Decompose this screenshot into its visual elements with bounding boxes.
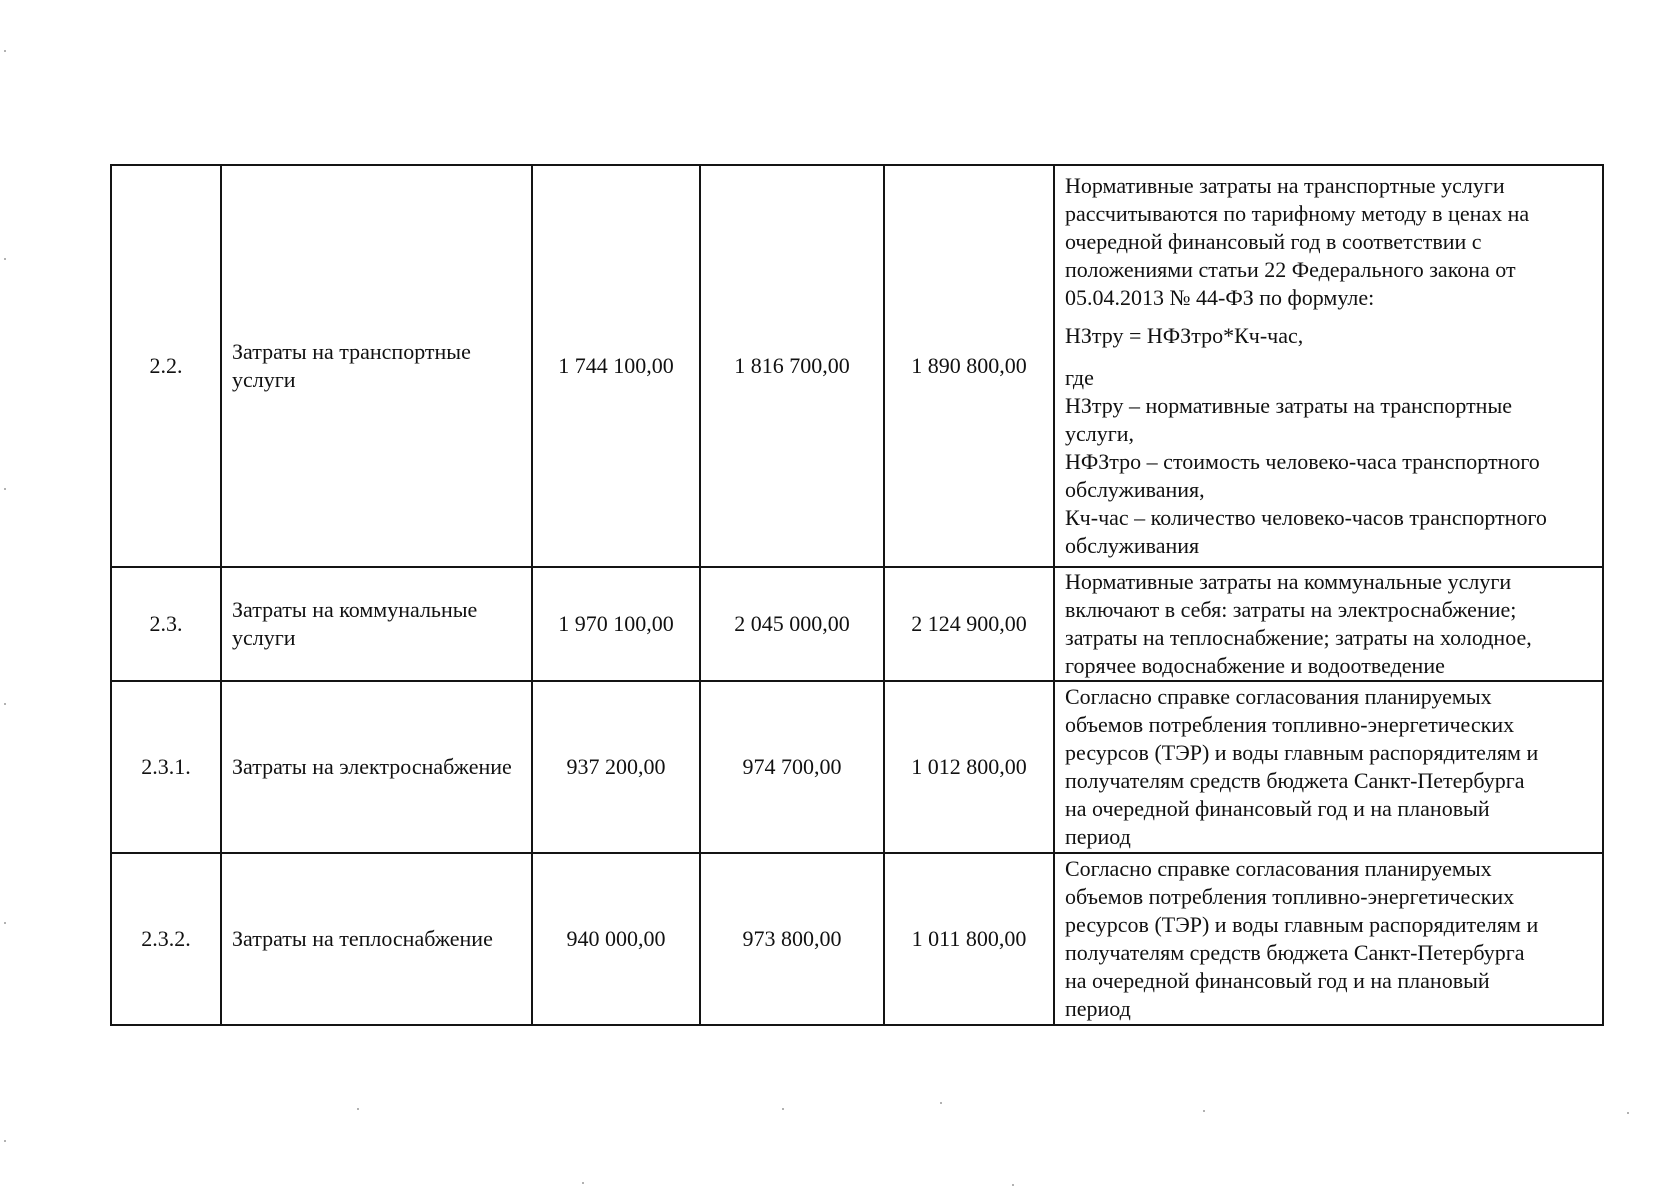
scan-speck xyxy=(1627,1112,1629,1114)
desc-line: Нормативные затраты на транспортные услуги xyxy=(1065,173,1505,198)
calculation-description xyxy=(1054,567,1603,681)
cost-item-name: Затраты на транспортные услуги xyxy=(221,165,532,567)
scan-speck xyxy=(4,50,6,52)
row-number: 2.3.1. xyxy=(111,681,221,853)
calculation-description xyxy=(1054,681,1603,853)
desc-line: затраты на теплоснабжение; затраты на холодное, xyxy=(1065,625,1532,650)
table-row xyxy=(111,567,1603,681)
desc-line: на очередной финансовый год и на плановый xyxy=(1065,968,1490,993)
definition-line: обслуживания, xyxy=(1065,477,1205,502)
desc-line: период xyxy=(1065,824,1131,849)
calculation-description xyxy=(1054,165,1603,567)
definition-line: НФЗтро – стоимость человеко-часа транспортного xyxy=(1065,449,1540,474)
cost-item-name: Затраты на электроснабжение xyxy=(221,681,532,853)
amount-year-3: 1 890 800,00 xyxy=(884,165,1054,567)
desc-line: рассчитываются по тарифному методу в ценах на xyxy=(1065,201,1530,226)
amount-year-2: 1 816 700,00 xyxy=(700,165,884,567)
desc-line: Согласно справке согласования планируемых xyxy=(1065,856,1492,881)
definition-line: Кч-час – количество человеко-часов транспортного xyxy=(1065,505,1547,530)
table-row xyxy=(111,681,1603,853)
desc-line: ресурсов (ТЭР) и воды главным распорядителям и xyxy=(1065,912,1539,937)
scan-speck xyxy=(4,488,6,490)
desc-line: на очередной финансовый год и на плановый xyxy=(1065,796,1490,821)
desc-line: включают в себя: затраты на электроснабжение; xyxy=(1065,597,1517,622)
definition-line: обслуживания xyxy=(1065,533,1200,558)
desc-line: положениями статьи 22 Федерального закона от xyxy=(1065,257,1516,282)
definition-line: НЗтру – нормативные затраты на транспортные xyxy=(1065,393,1513,418)
desc-line: 05.04.2013 № 44-ФЗ по формуле: xyxy=(1065,285,1375,310)
cost-table xyxy=(110,164,1604,1026)
scan-speck xyxy=(940,1102,942,1104)
scan-speck xyxy=(1012,1184,1014,1186)
calculation-description xyxy=(1054,853,1603,1025)
scan-speck xyxy=(4,922,6,924)
scan-speck xyxy=(4,1140,6,1142)
amount-year-3: 1 011 800,00 xyxy=(884,853,1054,1025)
desc-line: объемов потребления топливно-энергетических xyxy=(1065,884,1515,909)
desc-line: Согласно справке согласования планируемых xyxy=(1065,684,1492,709)
scan-speck xyxy=(4,703,6,705)
amount-year-1: 1 970 100,00 xyxy=(532,567,700,681)
desc-line: горячее водоснабжение и водоотведение xyxy=(1065,653,1445,678)
desc-line: объемов потребления топливно-энергетических xyxy=(1065,712,1515,737)
row-number: 2.3. xyxy=(111,567,221,681)
formula: НЗтру = НФЗтро*Кч-час, xyxy=(1065,323,1304,348)
desc-line: получателям средств бюджета Санкт-Петербурга xyxy=(1065,940,1525,965)
amount-year-3: 2 124 900,00 xyxy=(884,567,1054,681)
desc-line: очередной финансовый год в соответствии с xyxy=(1065,229,1482,254)
scan-speck xyxy=(357,1108,359,1110)
cost-item-name: Затраты на коммунальные услуги xyxy=(221,567,532,681)
desc-line: ресурсов (ТЭР) и воды главным распорядителям и xyxy=(1065,740,1539,765)
amount-year-1: 1 744 100,00 xyxy=(532,165,700,567)
amount-year-1: 940 000,00 xyxy=(532,853,700,1025)
row-number: 2.3.2. xyxy=(111,853,221,1025)
scan-speck xyxy=(4,258,6,260)
where-label: где xyxy=(1065,365,1094,390)
amount-year-1: 937 200,00 xyxy=(532,681,700,853)
cost-item-name: Затраты на теплоснабжение xyxy=(221,853,532,1025)
table-row xyxy=(111,165,1603,567)
amount-year-2: 973 800,00 xyxy=(700,853,884,1025)
table-row xyxy=(111,853,1603,1025)
desc-line: период xyxy=(1065,996,1131,1021)
amount-year-3: 1 012 800,00 xyxy=(884,681,1054,853)
amount-year-2: 974 700,00 xyxy=(700,681,884,853)
definition-line: услуги, xyxy=(1065,421,1135,446)
desc-line: получателям средств бюджета Санкт-Петербурга xyxy=(1065,768,1525,793)
desc-line: Нормативные затраты на коммунальные услуги xyxy=(1065,569,1512,594)
scan-speck xyxy=(582,1182,584,1184)
scan-speck xyxy=(1203,1110,1205,1112)
row-number: 2.2. xyxy=(111,165,221,567)
amount-year-2: 2 045 000,00 xyxy=(700,567,884,681)
scan-speck xyxy=(782,1108,784,1110)
